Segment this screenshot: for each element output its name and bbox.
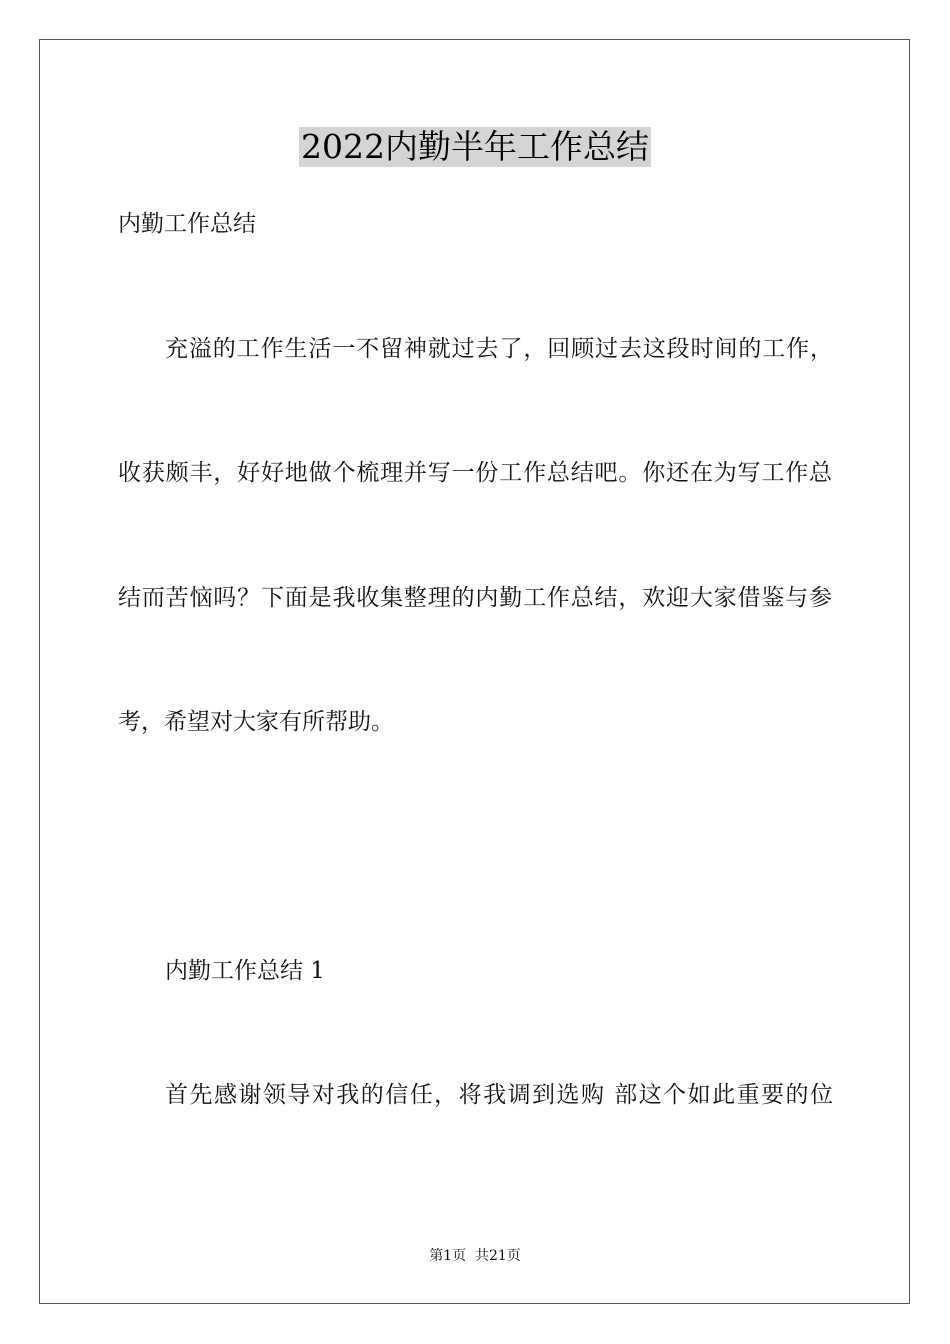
paragraph-line: 结而苦恼吗？下面是我收集整理的内勤工作总结，欢迎大家借鉴与参: [118, 585, 832, 611]
page-footer: 第1页 共21页: [429, 1248, 521, 1264]
paragraph-line: 首先感谢领导对我的信任，将我调到选购 部这个如此重要的位: [165, 1082, 833, 1108]
section-heading: 内勤工作总结 1: [165, 958, 325, 984]
paragraph-line: 收获颇丰，好好地做个梳理并写一份工作总结吧。你还在为写工作总: [118, 460, 832, 486]
document-subtitle: 内勤工作总结: [118, 211, 256, 237]
paragraph-line: 充溢的工作生活一不留神就过去了，回顾过去这段时间的工作，: [165, 336, 833, 362]
title-container: [0, 127, 950, 167]
document-title: 2022内勤半年工作总结: [301, 127, 649, 166]
paragraph-line: 考，希望对大家有所帮助。: [118, 709, 394, 735]
